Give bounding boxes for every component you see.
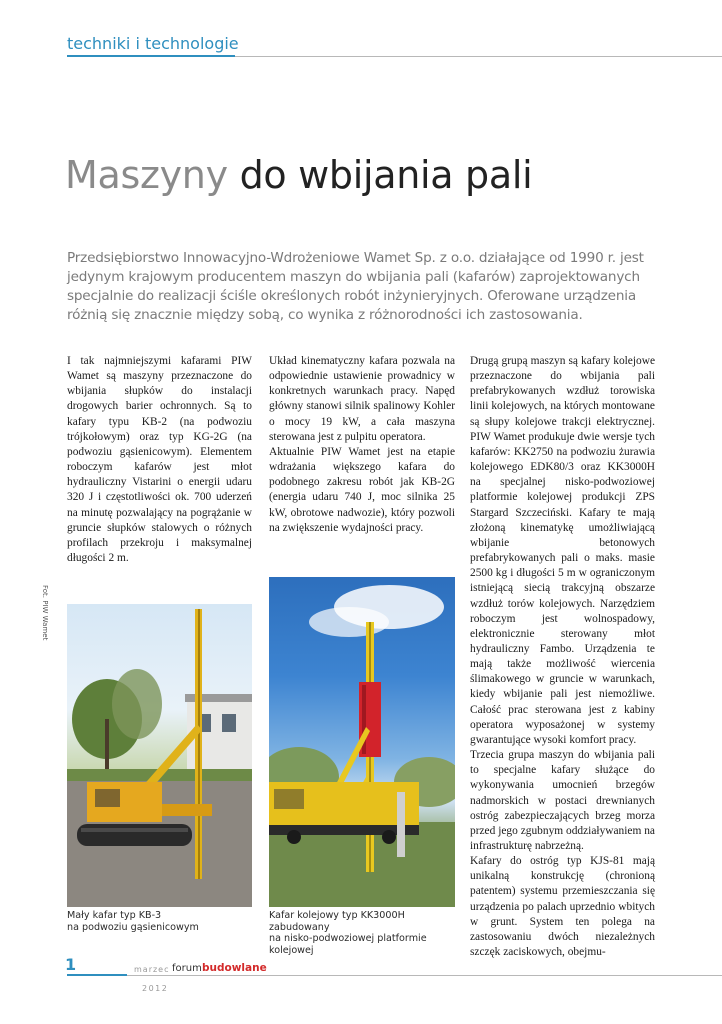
text-column-3 xyxy=(470,354,655,960)
magazine-name-forum: forum xyxy=(172,963,202,974)
paragraph: Układ kinematyczny kafara pozwala na odpowiednie ustawienie prowadnicy w konkretnych warunkach pracy. Napęd główny stanowi silnik spalinowy Kohler o mocy 19 kW, a cała maszyna sterowana jest z pulpitu operatora. xyxy=(269,355,455,443)
photo-caption-2 xyxy=(269,910,464,956)
photo-credit: Fot. PIW Wamet xyxy=(41,585,49,641)
footer-rule xyxy=(127,975,722,976)
section-label: techniki i technologie xyxy=(67,34,239,53)
article-lead: Przedsiębiorstwo Innowacyjno-Wdrożeniowe Wamet Sp. z o.o. działające od 1990 r. jest jedynym krajowym producentem maszyn do wbijania pali (kafarów) zaprojektowanych specjalnie do realizacji ściśle określonych robót inżynieryjnych. Oferowane urządzenia różnią się znacznie między sobą, co wynika z różnorodności ich zastosowania. xyxy=(67,250,644,323)
footer-accent-rule xyxy=(67,974,127,976)
railway-pile-driver-illustration xyxy=(269,577,455,907)
paragraph: Trzecia grupa maszyn do wbijania pali to specjalne kafary służące do wykonywania umocnień brzegów nadmorskich w postaci drewnianych ostróg zabezpieczających brzeg morza przed jego zgubnym oddziaływaniem na infrastrukturę nabrzeżną. xyxy=(470,749,655,852)
text-column-2 xyxy=(269,354,455,536)
header-accent-rule xyxy=(67,55,235,57)
page-number: 1 xyxy=(65,955,77,974)
caption-line: na nisko-podwoziowej platformie kolejowej xyxy=(269,933,427,956)
caption-line: Kafar kolejowy typ KK3000H zabudowany xyxy=(269,910,405,933)
article-title xyxy=(65,153,532,197)
title-dark-part: do wbijania pali xyxy=(239,153,533,197)
paragraph: Kafary do ostróg typ KJS-81 mają unikalną konstrukcję (chronioną patentem) systemu przemieszczania się urządzenia po palach uprzednio wbitych w grunt. System ten polega na zastosowaniu dwóch niezależnych szczęk zaciskowych, obejmu- xyxy=(470,855,655,959)
paragraph: I tak najmniejszymi kafarami PIW Wamet są maszyny przeznaczone do wbijania słupków do instalacji drogowych barier ochronnych. Są to kafary typu KB-2 (na podwoziu trójkołowym) oraz typ KG-2G (na podwoziu gąsienicowym). Elementem roboczym kafarów jest młot hydrauliczny Vistarini o energii udaru 320 J i częstotliwości ok. 700 uderzeń na minutę pozwalający na pogrążanie w gruncie słupków stalowych o różnych profilach przekroju i maksymalnej długości 2 m. xyxy=(67,355,252,565)
crawler-pile-driver-illustration xyxy=(67,604,252,907)
title-light-part: Maszyny xyxy=(65,153,228,197)
magazine-name-brand: budowlane xyxy=(202,962,267,974)
paragraph: Drugą grupą maszyn są kafary kolejowe przeznaczone do wbijania pali prefabrykowanych wzdłuż torowiska linii kolejowych, na których montowane są słupy kolejowe trakcji elektrycznej. PIW Wamet produkuje dwie wersje tych kafarów: KK2750 na podwoziu żurawia kolejowego EDK80/3 oraz KK3000H na specjalnej nisko-podwoziowej platformie kolejowej produkcji ZPS Stargard Szczeciński. Kafary te mają złożoną kinematykę umożliwiającą wbijanie betonowych prefabrykowanych pali o maks. masie 2500 kg i długości 5 m w ograniczonym istniejącą siecią trakcyjną obszarze wzdłuż torów kolejowych. Narzędziem roboczym jest wolnospadowy, elektronicznie sterowany młot hydrauliczny Fambo. Urządzenia te mają także możliwość wiercenia ślimakowego w gruncie w warunkach, kiedy wbijanie pali jest niemożliwe. Całość prac sterowana jest z kabiny operatora wyposażonej w systemy gwarantujące wysoki komfort pracy. xyxy=(470,355,655,746)
text-column-1 xyxy=(67,354,252,566)
issue-year: 2012 xyxy=(142,984,169,993)
paragraph: Aktualnie PIW Wamet jest na etapie wdrażania większego kafara do podobnego zakresu robót jak KB-2G (energia udaru 740 J, moc silnika 25 kW, obrotowe nadwozie), który pozwoli na zwiększenie wydajności pracy. xyxy=(269,445,455,534)
photo-crawler-pile-driver xyxy=(67,604,252,907)
caption-line: na podwoziu gąsienicowym xyxy=(67,921,199,933)
issue-month: marzec xyxy=(134,965,170,974)
caption-line: Mały kafar typ KB-3 xyxy=(67,910,162,921)
photo-railway-pile-driver xyxy=(269,577,455,907)
header-rule xyxy=(235,56,722,57)
photo-caption-1 xyxy=(67,910,257,933)
